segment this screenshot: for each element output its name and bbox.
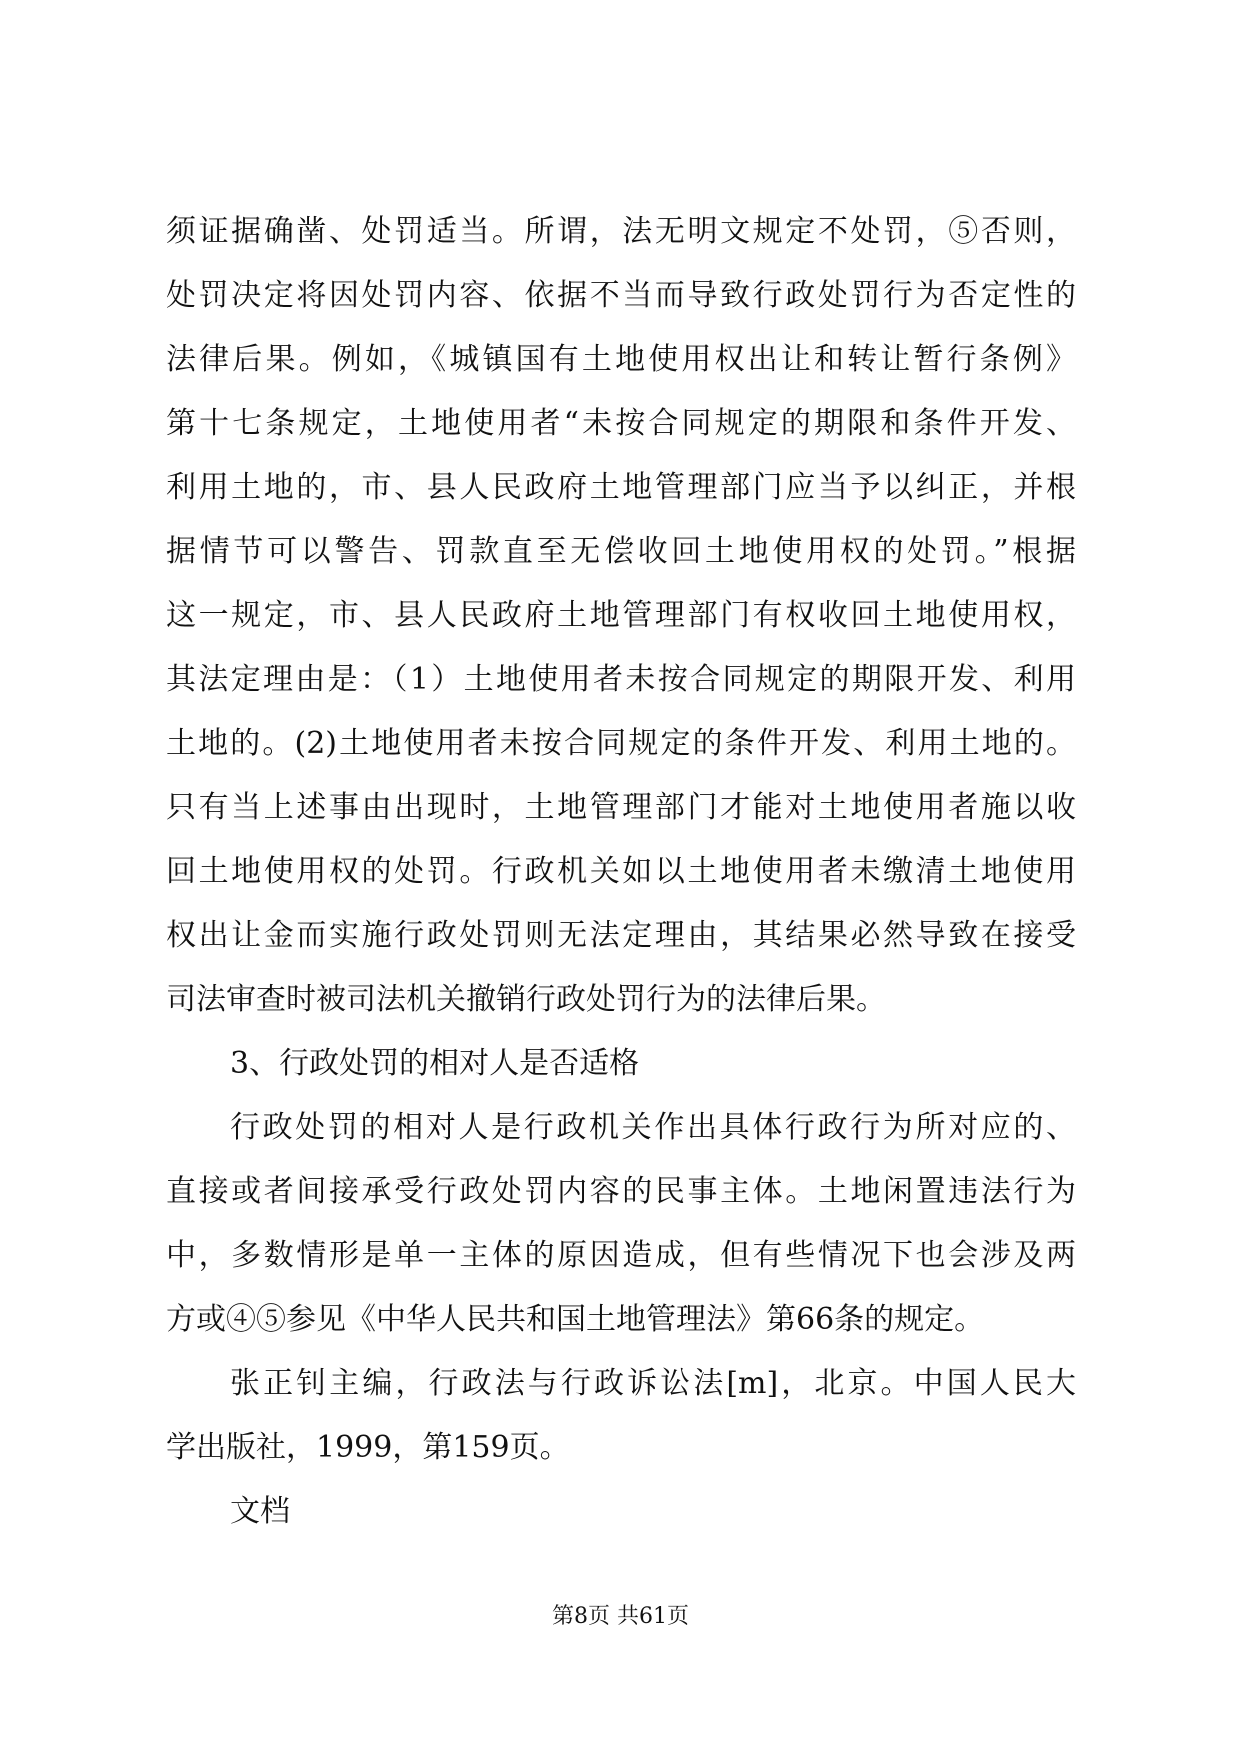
text-line: 学出版社，1999，第159页。 xyxy=(166,1430,570,1465)
text-line: 据情节可以警告、罚款直至无偿收回土地使用权的处罚。”根据 xyxy=(166,534,1076,569)
page-number-footer: 第8页 共61页 xyxy=(552,1604,689,1629)
text-line: 须证据确凿、处罚适当。所谓，法无明文规定不处罚，⑤否则， xyxy=(166,214,1076,249)
text-line: 权出让金而实施行政处罚则无法定理由，其结果必然导致在接受 xyxy=(166,918,1076,953)
text-line: 处罚决定将因处罚内容、依据不当而导致行政处罚行为否定性的 xyxy=(166,278,1076,313)
text-line: 第十七条规定，土地使用者“未按合同规定的期限和条件开发、 xyxy=(166,406,1076,441)
text-line: 文档 xyxy=(230,1494,290,1529)
text-line: 回土地使用权的处罚。行政机关如以土地使用者未缴清土地使用 xyxy=(166,854,1076,889)
text-line: 这一规定，市、县人民政府土地管理部门有权收回土地使用权， xyxy=(166,598,1076,633)
text-line: 张正钊主编，行政法与行政诉讼法[m]，北京。中国人民大 xyxy=(230,1366,1076,1401)
text-line: 行政处罚的相对人是行政机关作出具体行政行为所对应的、 xyxy=(230,1110,1076,1145)
document-body xyxy=(166,200,1076,1544)
text-line: 其法定理由是：（1）土地使用者未按合同规定的期限开发、利用 xyxy=(166,662,1076,697)
text-line: 中，多数情形是单一主体的原因造成，但有些情况下也会涉及两 xyxy=(166,1238,1076,1273)
text-line: 只有当上述事由出现时，土地管理部门才能对土地使用者施以收 xyxy=(166,790,1076,825)
text-line: 土地的。(2)土地使用者未按合同规定的条件开发、利用土地的。 xyxy=(166,726,1076,761)
text-line: 利用土地的，市、县人民政府土地管理部门应当予以纠正，并根 xyxy=(166,470,1076,505)
text-line: 方或④⑤参见《中华人民共和国土地管理法》第66条的规定。 xyxy=(166,1302,985,1337)
text-line: 司法审查时被司法机关撤销行政处罚行为的法律后果。 xyxy=(166,982,886,1017)
text-line: 直接或者间接承受行政处罚内容的民事主体。土地闲置违法行为 xyxy=(166,1174,1076,1209)
text-line: 法律后果。例如，《城镇国有土地使用权出让和转让暂行条例》 xyxy=(166,342,1076,377)
section-heading: 3、行政处罚的相对人是否适格 xyxy=(230,1046,640,1081)
